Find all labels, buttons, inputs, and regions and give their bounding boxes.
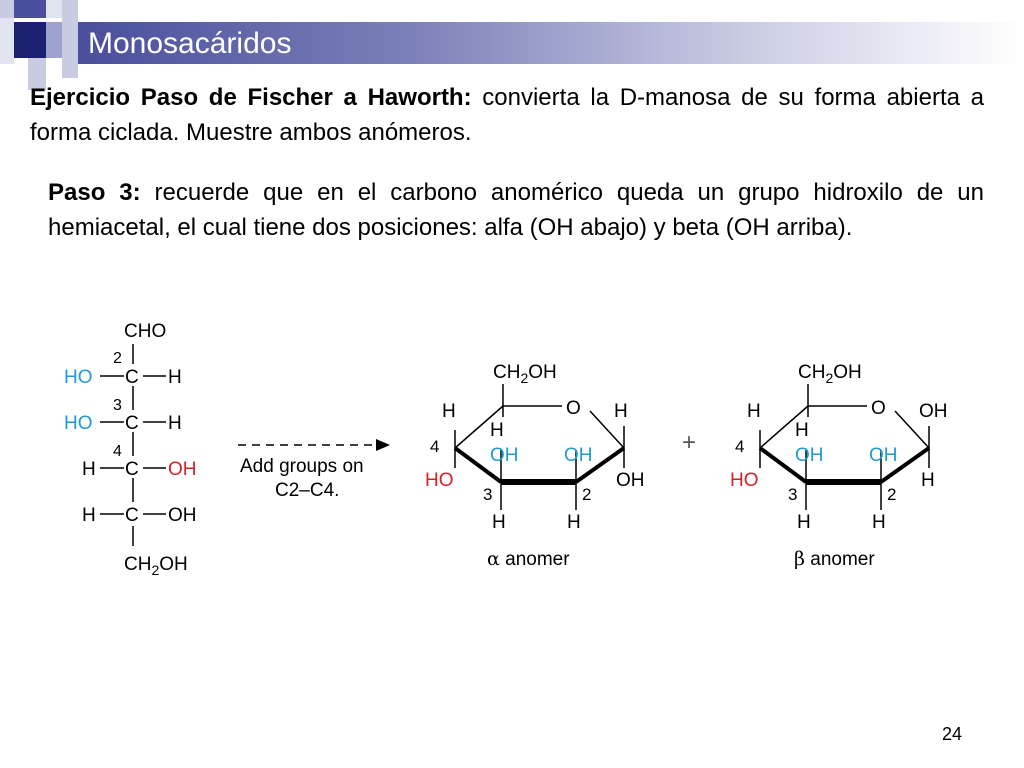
deco-square: [14, 22, 46, 58]
fischer-c2-ho: HO: [64, 367, 93, 388]
fischer-c3-h: H: [168, 413, 182, 434]
exercise-paragraph: [30, 80, 984, 150]
fischer-c3-number: 3: [113, 397, 122, 414]
beta-c1-h: H: [921, 470, 935, 491]
beta-c4-ho: HO: [730, 470, 759, 491]
fischer-c2-h: H: [168, 367, 182, 388]
alpha-c1-h: H: [614, 401, 628, 422]
beta-c4-number: 4: [735, 437, 745, 456]
beta-c1-oh: OH: [919, 401, 948, 422]
alpha-c2-number: 2: [582, 485, 592, 504]
beta-c3-h: H: [797, 512, 811, 533]
fischer-c4-h: H: [82, 459, 96, 480]
alpha-c4-number: 4: [430, 437, 440, 456]
deco-square: [46, 22, 62, 58]
alpha-anomer-caption: α anomer: [487, 548, 570, 570]
alpha-c2-oh: OH: [564, 445, 593, 466]
fischer-cho: CHO: [124, 321, 167, 342]
deco-square: [46, 0, 62, 18]
fischer-ch2oh: $CH_2OH$: [124, 554, 188, 578]
beta-ch2oh: $CH_2OH$: [798, 362, 862, 386]
arrow-head: [376, 439, 390, 451]
fischer-c2-number: 2: [113, 350, 122, 367]
alpha-c3-oh: OH: [490, 445, 519, 466]
beta-c5-h: H: [747, 401, 761, 422]
beta-c3-number: 3: [788, 485, 798, 504]
page-title: Monosacáridos: [88, 27, 292, 60]
alpha-c5-h: H: [442, 401, 456, 422]
plus-sign: +: [682, 429, 697, 456]
fischer-c5-h: H: [82, 505, 96, 526]
beta-c4-h-top: H: [795, 420, 809, 441]
alpha-anomer-structure: [425, 362, 645, 570]
deco-square: [62, 0, 78, 78]
exercise-label: Ejercicio Paso de Fischer a Haworth:: [30, 84, 472, 111]
beta-c2-oh: OH: [869, 445, 898, 466]
arrow-label-line1: Add groups on: [240, 456, 364, 477]
arrow-label-line2: C2–C4.: [275, 480, 340, 501]
fischer-c3-ho: HO: [64, 413, 93, 434]
alpha-c3-h: H: [492, 512, 506, 533]
fischer-c3: C: [125, 413, 139, 434]
page-number: 24: [941, 724, 962, 744]
beta-c3-oh: OH: [795, 445, 824, 466]
alpha-c2-h: H: [567, 512, 581, 533]
fischer-c5-oh: OH: [168, 505, 197, 526]
exercise-text: convierta la D-manosa de su forma abierta a forma ciclada. Muestre ambos anómeros.: [30, 84, 985, 146]
alpha-c4-ho: HO: [425, 470, 454, 491]
fischer-c4-number: 4: [113, 443, 122, 460]
fischer-to-haworth-diagram: [0, 300, 1024, 600]
step-label: Paso 3:: [48, 179, 141, 206]
alpha-ch2oh: $CH_2OH$: [493, 362, 557, 386]
alpha-c3-number: 3: [483, 485, 493, 504]
step-paragraph: [48, 175, 984, 245]
fischer-c2: C: [125, 367, 139, 388]
beta-c2-h: H: [872, 512, 886, 533]
alpha-c1-oh: OH: [616, 470, 645, 491]
beta-anomer-structure: [730, 362, 948, 570]
deco-square: [0, 18, 14, 64]
beta-anomer-caption: β anomer: [794, 548, 875, 570]
beta-ring-oxygen: O: [871, 398, 886, 419]
alpha-c4-h-top: H: [490, 420, 504, 441]
fischer-c5: C: [125, 505, 139, 526]
step-text: recuerde que en el carbono anomérico queda un grupo hidroxilo de un hemiacetal, el cual tiene dos posiciones: alfa (OH abajo) y beta (OH arriba).: [48, 179, 984, 241]
beta-c2-number: 2: [887, 485, 897, 504]
alpha-ring-oxygen: O: [566, 398, 581, 419]
deco-square: [0, 0, 14, 18]
fischer-c4: C: [125, 459, 139, 480]
fischer-c4-oh: OH: [168, 459, 197, 480]
deco-square: [14, 0, 46, 18]
